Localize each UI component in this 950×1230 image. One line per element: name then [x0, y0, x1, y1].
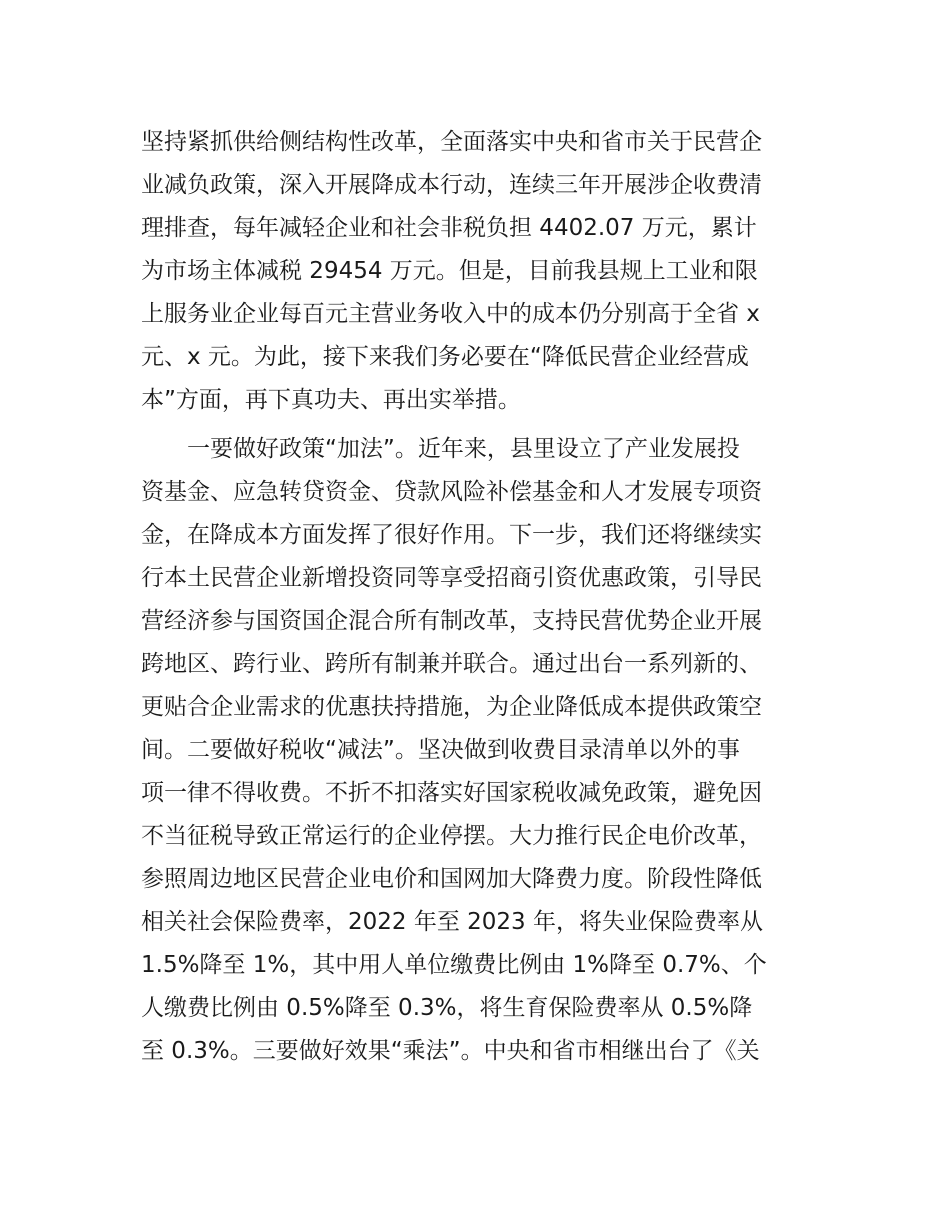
text-line: 人缴费比例由 0.5%降至 0.3%，将生育保险费率从 0.5%降: [141, 995, 753, 1021]
text-line: 参照周边地区民营企业电价和国网加大降费力度。阶段性降低: [141, 866, 762, 892]
text-line: 不当征税导致正常运行的企业停摆。大力推行民企电价改革，: [141, 823, 762, 849]
text-line: 为市场主体减税 29454 万元。但是，目前我县规上工业和限: [141, 258, 758, 284]
text-line: 营经济参与国资国企混合所有制改革，支持民营优势企业开展: [141, 608, 762, 634]
text-line: 元、x 元。为此，接下来我们务必要在“降低民营企业经营成: [141, 344, 749, 370]
text-line: 项一律不得收费。不折不扣落实好国家税收减免政策，避免因: [141, 780, 762, 806]
document-body: [141, 121, 813, 1073]
text-line: 至 0.3%。三要做好效果“乘法”。中央和省市相继出台了《关: [141, 1038, 760, 1064]
text-line: 金，在降成本方面发挥了很好作用。下一步，我们还将继续实: [141, 522, 762, 548]
text-line: 理排查，每年减轻企业和社会非税负担 4402.07 万元，累计: [141, 215, 757, 241]
paragraph-2: [141, 428, 813, 1073]
text-line: 本”方面，再下真功夫、再出实举措。: [141, 387, 521, 413]
text-line: 行本土民营企业新增投资同等享受招商引资优惠政策，引导民: [141, 565, 762, 591]
text-line: 相关社会保险费率，2022 年至 2023 年，将失业保险费率从: [141, 909, 763, 935]
paragraph-1: [141, 121, 813, 422]
text-line: 间。二要做好税收“减法”。坚决做到收费目录清单以外的事: [141, 737, 740, 763]
text-line: 跨地区、跨行业、跨所有制兼并联合。通过出台一系列新的、: [141, 651, 762, 677]
text-line: 1.5%降至 1%，其中用人单位缴费比例由 1%降至 0.7%、个: [141, 952, 767, 978]
text-line: 上服务业企业每百元主营业务收入中的成本仍分别高于全省 x: [141, 301, 760, 327]
text-line: 业减负政策，深入开展降成本行动，连续三年开展涉企收费清: [141, 172, 762, 198]
text-line: 更贴合企业需求的优惠扶持措施，为企业降低成本提供政策空: [141, 694, 762, 720]
text-line: 资基金、应急转贷资金、贷款风险补偿基金和人才发展专项资: [141, 479, 762, 505]
text-line: 坚持紧抓供给侧结构性改革，全面落实中央和省市关于民营企: [141, 129, 762, 155]
text-line: 一要做好政策“加法”。近年来，县里设立了产业发展投: [141, 436, 740, 462]
